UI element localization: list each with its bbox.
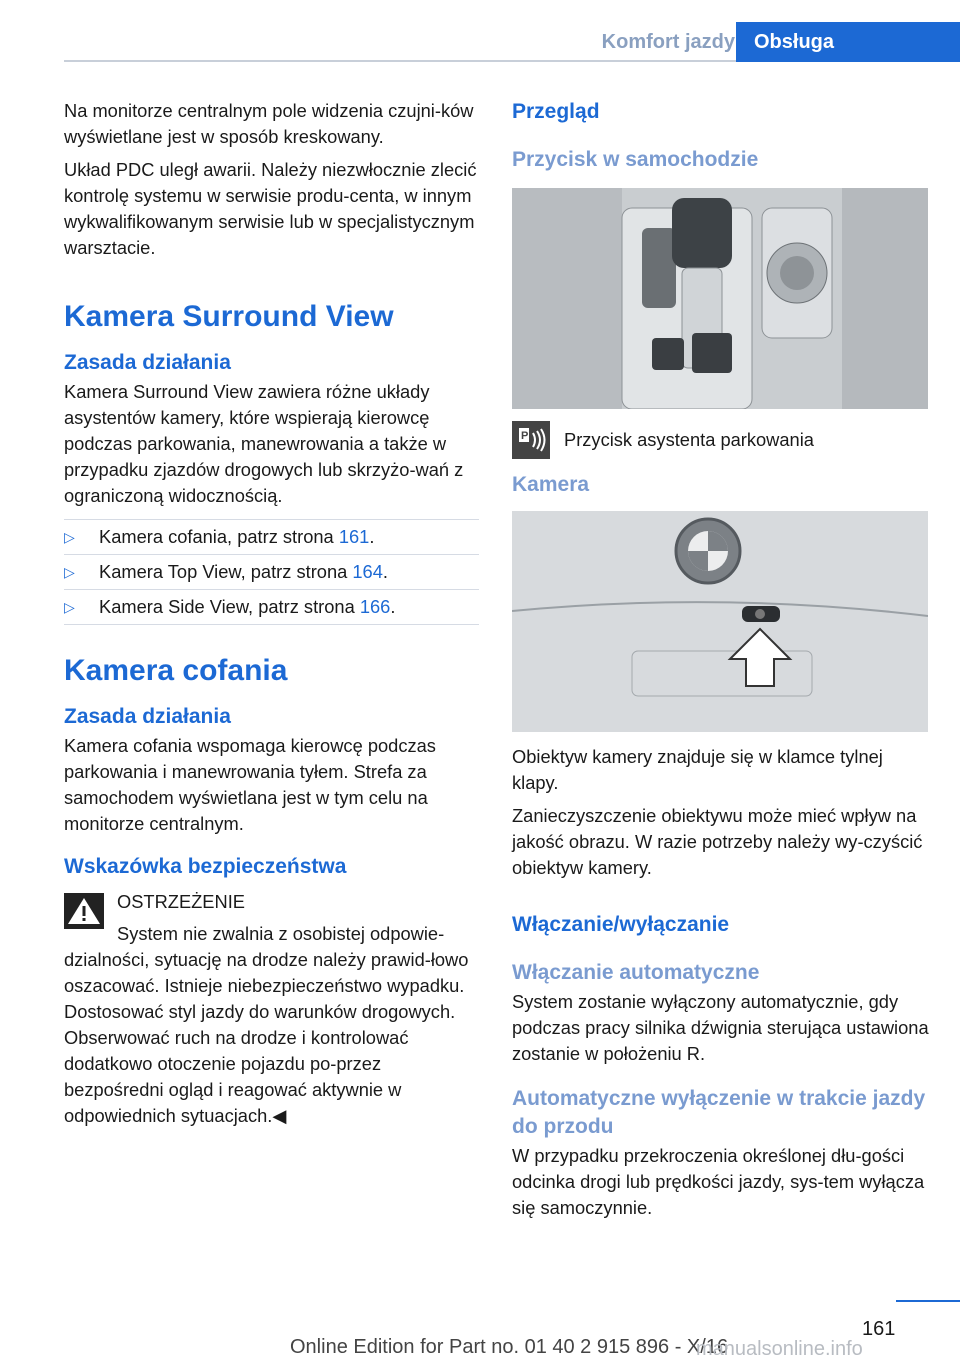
- triangle-bullet-icon: ▷: [64, 564, 75, 580]
- paragraph: Kamera cofania wspomaga kierowcę podczas parkowania i manewrowania tyłem. Strefa za samochodem wyświetlana jest w tym celu na monitorze centralnym.: [64, 735, 436, 834]
- paragraph: W przypadku przekroczenia określonej dłu-gości odcinka drogi lub prędkości jazdy, sys-tem wyłącza się samoczynnie.: [512, 1145, 925, 1218]
- heading-kamera-cofania: Kamera cofania: [64, 654, 288, 687]
- paragraph: System zostanie wyłączony automatycznie, gdy podczas pracy silnika dźwignia sterująca ustawiona zostanie w położeniu R.: [512, 991, 929, 1064]
- list-item: ▷ Kamera Side View, patrz strona 166.: [64, 589, 479, 625]
- tab-obsluga[interactable]: Obsługa: [736, 22, 960, 62]
- camera-list: [64, 519, 479, 625]
- heading-przycisk: Przycisk w samochodzie: [512, 148, 759, 171]
- heading-zasada-dzialania: Zasada działania: [64, 351, 231, 374]
- parking-assistant-row: [512, 421, 932, 459]
- page-number-rule: [896, 1300, 960, 1302]
- triangle-bullet-icon: ▷: [64, 529, 75, 545]
- heading-auto-on: Włączanie automatyczne: [512, 961, 760, 984]
- watermark: manualsonline.info: [696, 1338, 863, 1360]
- heading-safety: Wskazówka bezpieczeństwa: [64, 855, 347, 878]
- warning-title: OSTRZEŻENIE: [117, 891, 245, 912]
- console-photo: [512, 188, 928, 409]
- heading-kamera: Kamera: [512, 473, 590, 496]
- tailgate-camera-illustration: [512, 511, 928, 732]
- heading-przeglad: Przegląd: [512, 100, 600, 123]
- heading-zasada-dzialania: Zasada działania: [64, 705, 231, 728]
- page-number: 161: [862, 1318, 896, 1340]
- paragraph: Na monitorze centralnym pole widzenia czujni-ków wyświetlane jest w sposób kreskowany.: [64, 100, 474, 147]
- left-column: [64, 98, 479, 1136]
- paragraph: Układ PDC uległ awarii. Należy niezwłocznie zlecić kontrolę systemu w serwisie produ-centa, w innym wykwalifikowanym serwisie lub w specjalistycznym warsztacie.: [64, 159, 477, 258]
- icon-caption: Przycisk asystenta parkowania: [564, 429, 814, 450]
- tailgate-photo: [512, 511, 928, 732]
- right-column: [512, 98, 932, 1228]
- heading-surround-view: Kamera Surround View: [64, 300, 394, 333]
- paragraph: Kamera Surround View zawiera różne układy asystentów kamery, które wspierają kierowcę podczas parkowania, manewrowania a także w przypadku zjazdów drogowych lub skrzyżo-wań z ograniczoną widocznością.: [64, 381, 464, 506]
- page-link[interactable]: 164: [352, 561, 383, 582]
- paragraph: Zanieczyszczenie obiektywu może mieć wpływ na jakość obrazu. W razie potrzeby należy wy-czyścić obiektyw kamery.: [512, 805, 923, 878]
- online-edition: Online Edition for Part no. 01 40 2 915 896 - X/16: [290, 1336, 729, 1358]
- tab-komfort-jazdy[interactable]: Komfort jazdy: [601, 31, 735, 53]
- list-item: ▷ Kamera Top View, patrz strona 164.: [64, 554, 479, 589]
- svg-text:P: P: [521, 430, 529, 442]
- list-item: ▷ Kamera cofania, patrz strona 161.: [64, 519, 479, 554]
- heading-wlaczanie: Włączanie/wyłączanie: [512, 913, 730, 936]
- warning-block: [64, 889, 479, 915]
- page-link[interactable]: 166: [359, 596, 391, 617]
- triangle-bullet-icon: ▷: [64, 599, 75, 615]
- warning-text: System nie zwalnia z osobistej odpowie-dzialności, sytuację na drodze należy prawid-łowo oszacować. Istnieje niebezpieczeństwo wypadku. Dostosować styl jazdy do warunków drogowych. Obserwować ruch na drodze i kontrolować dodatkowo otoczenie pojazdu po-przez bezpośredni ogląd i reagować aktywnie w odpowiednich sytuacjach.◀: [64, 923, 469, 1126]
- parking-assistant-icon: [512, 421, 550, 459]
- gear-selector-illustration: [512, 188, 928, 409]
- paragraph: Obiektyw kamery znajduje się w klamce tylnej klapy.: [512, 746, 883, 793]
- warning-triangle-icon: [64, 893, 104, 929]
- heading-auto-off: Automatyczne wyłączenie w trakcie jazdy do przodu: [512, 1087, 926, 1138]
- page-link[interactable]: 161: [338, 526, 370, 547]
